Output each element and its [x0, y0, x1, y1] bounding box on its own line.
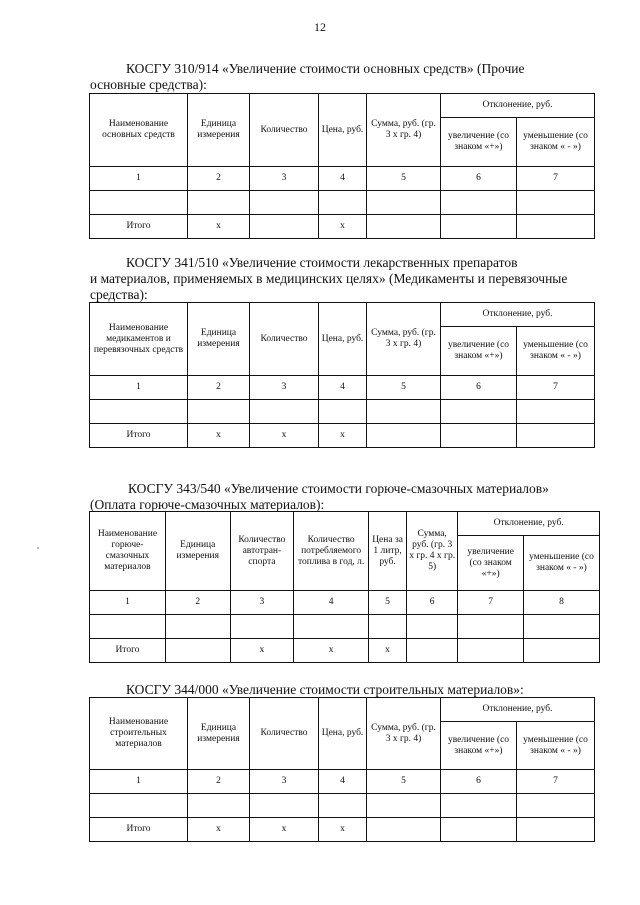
table-cell[interactable] [524, 615, 600, 639]
total-cell: x [188, 818, 250, 842]
table-cell[interactable] [90, 191, 188, 215]
table-cell[interactable] [517, 400, 595, 424]
column-number: 1 [90, 167, 188, 191]
total-label: Итого [90, 818, 188, 842]
section-341-510 [126, 255, 594, 271]
column-number: 7 [517, 376, 595, 400]
section-heading-line: КОСГУ 310/914 «Увеличение стоимости основных средств» (Прочие [126, 61, 525, 76]
header-deviation: Отклонение, руб. [441, 303, 595, 327]
column-number: 6 [441, 376, 517, 400]
column-number: 6 [407, 591, 458, 615]
total-cell: x [294, 639, 369, 663]
column-numbers-row [90, 376, 595, 400]
section-heading-line: КОСГУ 341/510 «Увеличение стоимости лекарственных препаратов [126, 255, 518, 270]
column-number: 2 [165, 591, 230, 615]
table-cell[interactable] [458, 615, 524, 639]
section-341-510-cont [90, 271, 600, 303]
table-cell[interactable] [319, 191, 367, 215]
column-number: 1 [90, 770, 188, 794]
total-cell: x [230, 639, 294, 663]
header-unit: Единица измерения [188, 94, 250, 167]
total-row [90, 818, 595, 842]
empty-row [90, 615, 600, 639]
header-decrease: уменьшение (со знаком « - ») [517, 327, 595, 376]
table-cell[interactable] [90, 400, 188, 424]
column-number: 7 [458, 591, 524, 615]
header-unit: Единица измерения [188, 698, 250, 770]
section-heading-line: КОСГУ 343/540 «Увеличение стоимости горюче-смазочных материалов» [128, 481, 549, 496]
header-increase: увеличение (со знаком «+») [441, 327, 517, 376]
header-name: Наименование горюче-смазочных материалов [90, 512, 166, 591]
table-construction-materials [89, 697, 595, 842]
column-number: 7 [517, 770, 595, 794]
table-cell[interactable] [250, 191, 319, 215]
table-medical-supplies [89, 302, 595, 448]
section-heading-line: КОСГУ 344/000 «Увеличение стоимости строительных материалов»: [126, 682, 524, 697]
table-fuel-lubricants [89, 511, 600, 663]
empty-row [90, 191, 595, 215]
total-cell [517, 818, 595, 842]
total-row [90, 215, 595, 239]
header-vehicles: Количество автотран-спорта [230, 512, 294, 591]
column-number: 6 [441, 770, 517, 794]
column-number: 2 [188, 376, 250, 400]
total-cell: x [188, 215, 250, 239]
header-sum: Сумма, руб. (гр. 3 х гр. 4) [367, 698, 441, 770]
total-cell [407, 639, 458, 663]
total-label: Итого [90, 424, 188, 448]
total-label: Итого [90, 215, 188, 239]
total-cell: x [319, 215, 367, 239]
total-cell: x [319, 818, 367, 842]
total-cell [517, 424, 595, 448]
total-cell [524, 639, 600, 663]
section-heading-line: средства): [90, 287, 148, 302]
empty-row [90, 794, 595, 818]
table-cell[interactable] [441, 400, 517, 424]
header-name: Наименование основных средств [90, 94, 188, 167]
section-heading [126, 255, 594, 271]
table-cell[interactable] [250, 400, 319, 424]
header-decrease: уменьшение (со знаком « - ») [524, 536, 600, 591]
column-number: 5 [369, 591, 407, 615]
header-deviation: Отклонение, руб. [458, 512, 600, 536]
total-cell [458, 639, 524, 663]
column-number: 3 [250, 376, 319, 400]
header-decrease: уменьшение (со знаком « - ») [517, 118, 595, 167]
header-deviation: Отклонение, руб. [441, 698, 595, 722]
column-number: 2 [188, 770, 250, 794]
table-cell[interactable] [367, 400, 441, 424]
column-number: 7 [517, 167, 595, 191]
section-heading-line: основные средства): [90, 77, 207, 92]
column-number: 1 [90, 376, 188, 400]
table-cell[interactable] [230, 615, 294, 639]
page-number: 12 [314, 20, 326, 34]
column-number: 4 [319, 770, 367, 794]
total-cell [367, 215, 441, 239]
header-deviation: Отклонение, руб. [441, 94, 595, 118]
column-number: 1 [90, 591, 166, 615]
section-310-914 [126, 61, 594, 77]
header-name: Наименование медикаментов и перевязочных средств [90, 303, 188, 376]
header-sum: Сумма, руб. (гр. 3 х гр. 4 х гр. 5) [407, 512, 458, 591]
total-label: Итого [90, 639, 166, 663]
table-cell[interactable] [188, 794, 250, 818]
section-heading [126, 682, 600, 698]
table-cell[interactable] [90, 794, 188, 818]
column-numbers-row [90, 591, 600, 615]
header-price: Цена, руб. [319, 94, 367, 167]
header-price: Цена, руб. [319, 698, 367, 770]
table-cell[interactable] [188, 400, 250, 424]
table-cell[interactable] [441, 191, 517, 215]
table-cell[interactable] [319, 400, 367, 424]
total-cell [165, 639, 230, 663]
header-price: Цена, руб. [319, 303, 367, 376]
column-number: 5 [367, 770, 441, 794]
total-cell: x [188, 424, 250, 448]
header-quantity: Количество [250, 698, 319, 770]
table-cell[interactable] [407, 615, 458, 639]
table-cell[interactable] [294, 615, 369, 639]
header-increase: увеличение (со знаком «+») [441, 118, 517, 167]
table-cell[interactable] [90, 615, 166, 639]
total-cell: x [369, 639, 407, 663]
column-number: 8 [524, 591, 600, 615]
column-number: 4 [319, 376, 367, 400]
table-cell[interactable] [369, 615, 407, 639]
column-number: 3 [250, 770, 319, 794]
total-row [90, 639, 600, 663]
total-cell [367, 818, 441, 842]
table-cell[interactable] [367, 794, 441, 818]
column-numbers-row [90, 167, 595, 191]
total-cell [441, 818, 517, 842]
total-cell: x [319, 424, 367, 448]
empty-row [90, 400, 595, 424]
column-number: 3 [250, 167, 319, 191]
table-cell[interactable] [367, 191, 441, 215]
total-cell [250, 215, 319, 239]
total-cell: x [250, 818, 319, 842]
column-number: 2 [188, 167, 250, 191]
header-price-per-liter: Цена за 1 литр, руб. [369, 512, 407, 591]
column-number: 4 [319, 167, 367, 191]
header-quantity: Количество [250, 94, 319, 167]
total-cell: x [250, 424, 319, 448]
header-fuel-volume: Количество потребляемого топлива в год, л. [294, 512, 369, 591]
table-cell[interactable] [165, 615, 230, 639]
section-heading [126, 61, 594, 77]
table-cell[interactable] [517, 191, 595, 215]
table-cell[interactable] [441, 794, 517, 818]
total-cell [517, 215, 595, 239]
header-unit: Единица измерения [165, 512, 230, 591]
table-cell[interactable] [517, 794, 595, 818]
header-quantity: Количество [250, 303, 319, 376]
column-number: 3 [230, 591, 294, 615]
header-sum: Сумма, руб. (гр. 3 х гр. 4) [367, 303, 441, 376]
section-343-540 [128, 481, 600, 497]
total-cell [441, 424, 517, 448]
header-increase: увеличение (со знаком «+») [441, 722, 517, 770]
scan-speck [37, 547, 39, 549]
table-fixed-assets [89, 93, 595, 239]
section-310-914-cont [90, 77, 594, 93]
section-heading-line: и материалов, применяемых в медицинских целях» (Медикаменты и перевязочные [90, 271, 568, 286]
header-sum: Сумма, руб. (гр. 3 х гр. 4) [367, 94, 441, 167]
total-cell [441, 215, 517, 239]
column-number: 6 [441, 167, 517, 191]
header-decrease: уменьшение (со знаком « - ») [517, 722, 595, 770]
section-heading [90, 77, 594, 93]
column-numbers-row [90, 770, 595, 794]
section-heading-line: (Оплата горюче-смазочных материалов): [90, 497, 325, 512]
header-increase: увеличение (со знаком «+») [458, 536, 524, 591]
column-number: 4 [294, 591, 369, 615]
section-344-000 [126, 682, 600, 698]
header-unit: Единица измерения [188, 303, 250, 376]
section-heading [90, 271, 600, 303]
table-cell[interactable] [188, 191, 250, 215]
total-cell [367, 424, 441, 448]
table-cell[interactable] [250, 794, 319, 818]
column-number: 5 [367, 376, 441, 400]
total-row [90, 424, 595, 448]
section-heading [128, 481, 600, 497]
table-cell[interactable] [319, 794, 367, 818]
header-name: Наименование строительных материалов [90, 698, 188, 770]
column-number: 5 [367, 167, 441, 191]
